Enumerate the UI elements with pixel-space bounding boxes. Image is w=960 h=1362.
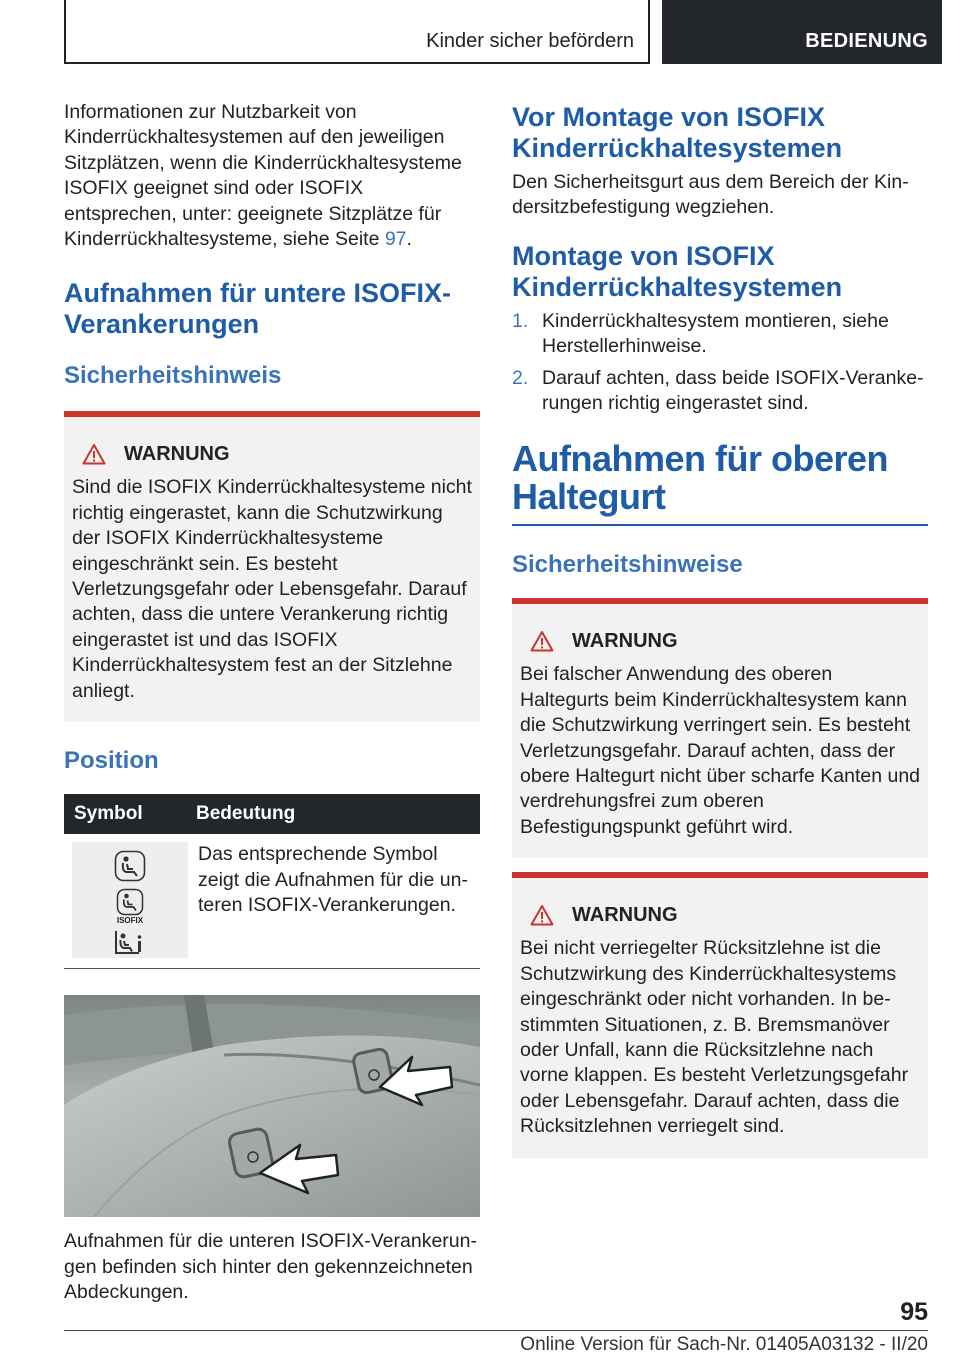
table-header-meaning: Bedeutung: [196, 803, 296, 825]
table-meaning-text: Das entsprechende Symbol zeigt die Aufnahmen für die unteren ISOFIX-Verankerungen.: [198, 843, 468, 916]
warning-box-right-2: [512, 872, 928, 1157]
step-number: 2.: [512, 366, 529, 389]
rear-seat-photo: [64, 995, 480, 1217]
page-number: 95: [900, 1298, 928, 1326]
left-column: [64, 100, 480, 1305]
table-row: [64, 834, 480, 969]
warning-text: Bei falscher Anwendung des oberen Haltegurts beim Kinderrückhaltesystem kann die Schutzwirkung verringert sein. Es besteht Verletzungsgefahr. Darauf achten, dass der obere Haltegurt nicht über scharfe Kanten und verdrehungsfrei zum oberen Befestigungspunkt geführt wird.: [520, 663, 921, 838]
before-mount-title: Vor Montage von ISOFIX Kinderrückhaltesystemen: [512, 102, 843, 163]
list-item: [512, 309, 928, 360]
safety-heading-left: Sicherheitshinweis: [64, 362, 282, 390]
table-header-symbol: Symbol: [74, 803, 143, 825]
footer-rule: [64, 1330, 928, 1331]
header-section-box: [64, 0, 650, 64]
lower-isofix-title: Aufnahmen für untere ISOFIX-Verankerungen: [64, 278, 452, 340]
warning-label: WARNUNG: [572, 629, 678, 652]
position-heading: Position: [64, 747, 159, 775]
isofix-info-icon: [114, 928, 146, 956]
step-text: Darauf achten, dass beide ISOFIX-Verankerungen richtig eingerastet sind.: [542, 366, 924, 415]
warning-triangle-icon: [530, 630, 554, 652]
list-item: [512, 366, 928, 417]
warning-box-right-1: [512, 598, 928, 858]
photo-caption: Aufnahmen für die unteren ISOFIX-Verankerungen befinden sich hinter den gekennzeichneten Abdeckungen.: [64, 1230, 477, 1303]
warning-triangle-icon: [82, 443, 106, 465]
isofix-symbols: [72, 842, 188, 958]
step-number: 1.: [512, 309, 529, 332]
table-header: [64, 794, 480, 834]
safety-heading-right: Sicherheitshinweise: [512, 551, 743, 579]
rear-seat-illustration: [64, 995, 480, 1217]
warning-box-left: [64, 411, 480, 722]
symbol-table: [64, 794, 480, 969]
upper-tether-title: Aufnahmen für oberen Haltegurt: [512, 438, 889, 518]
warning-header: [530, 900, 920, 930]
warning-label: WARNUNG: [124, 442, 230, 465]
warning-triangle-icon: [530, 904, 554, 926]
isofix-label: ISOFIX: [116, 916, 144, 926]
before-mount-text: Den Sicherheitsgurt aus dem Bereich der Kindersitzbefestigung wegziehen.: [512, 171, 909, 219]
title-rule: [512, 524, 928, 526]
warning-header: [530, 626, 920, 656]
header-chapter-title: BEDIENUNG: [805, 30, 928, 52]
warning-header: [82, 439, 472, 469]
page-reference-link[interactable]: 97: [384, 228, 407, 251]
header-chapter-box: [662, 0, 942, 64]
warning-text: Bei nicht verriegelter Rücksitzlehne ist die Schutzwirkung des Kinderrückhaltesystems eingeschränkt oder nicht vorhanden. In bestimmten Situationen, z. B. Bremsmanöver oder Unfall, kann die Rücksitzlehne nach vorne klappen. Es besteht Verletzungsgefahr oder Lebensgefahr. Darauf achten, dass die Rücksitzlehnen verriegelt sind.: [520, 937, 909, 1138]
intro-paragraph: Informationen zur Nutzbarkeit von Kinderrückhaltesystemen auf den jeweiligen Sitzplätzen, wenn die Kinderrückhaltesysteme ISOFIX geeignet sind oder ISOFIX entsprechen, unter: geeignete Sitzplätze für Kinderrückhaltesysteme, siehe Seite 97.: [64, 101, 462, 251]
step-text: Kinderrückhaltesystem montieren, siehe Herstellerhinweise.: [542, 309, 889, 358]
header-section-title: Kinder sicher befördern: [426, 30, 634, 52]
footer-online-version: Online Version für Sach-Nr. 01405A03132 - II/20: [520, 1334, 928, 1355]
warning-text: Sind die ISOFIX Kinderrückhaltesysteme nicht richtig eingerastet, kann die Schutzwirkung der ISOFIX Kinderrückhaltesysteme eingeschränkt sein. Es besteht Verletzungsgefahr oder Lebensgefahr. Darauf achten, dass die untere Verankerung richtig eingerastet ist und das ISOFIX Kinderrückhaltesystem fest an der Sitzlehne anliegt.: [72, 476, 472, 702]
warning-label: WARNUNG: [572, 903, 678, 926]
child-seat-icon: [114, 850, 146, 882]
right-column: [512, 102, 928, 1158]
mount-title: Montage von ISOFIX Kinderrückhaltesystemen: [512, 240, 843, 302]
mount-steps: [512, 309, 928, 417]
isofix-seat-icon: [116, 888, 144, 916]
